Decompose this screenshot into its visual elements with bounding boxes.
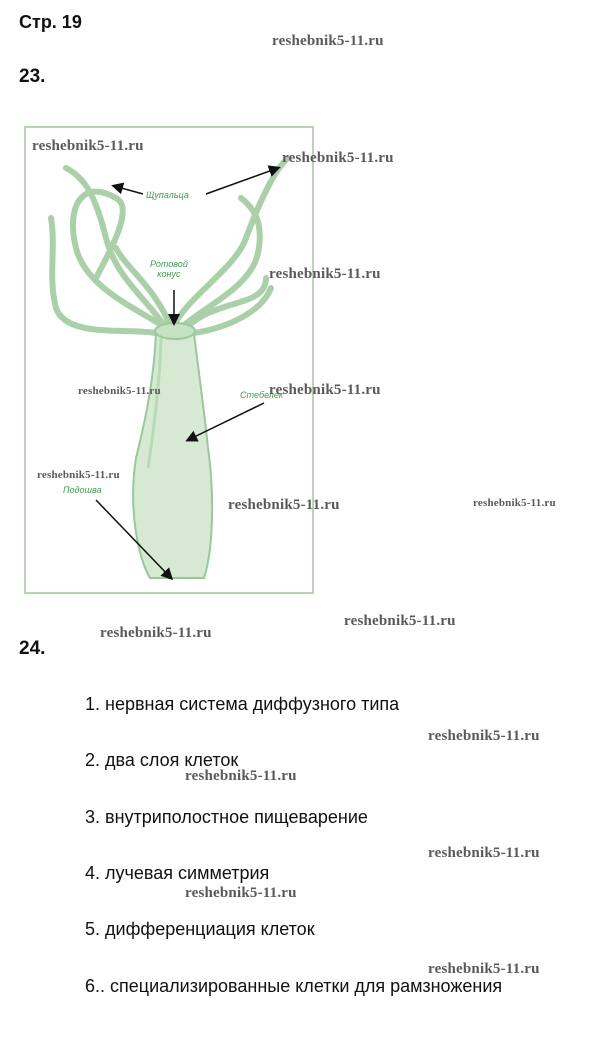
hydra-figure xyxy=(24,126,394,594)
list-item: 6.. специализированные клетки для рамзножения xyxy=(85,976,503,996)
watermark: reshebnik5-11.ru xyxy=(185,885,297,901)
watermark: reshebnik5-11.ru xyxy=(32,138,144,154)
label-mouth-cone-line2: конус xyxy=(157,269,181,279)
watermark: reshebnik5-11.ru xyxy=(272,33,384,49)
watermark: reshebnik5-11.ru xyxy=(473,497,556,509)
watermark: reshebnik5-11.ru xyxy=(78,385,161,397)
list-item: 1. нервная система диффузного типа xyxy=(85,694,400,714)
list-item: 3. внутриполостное пищеварение xyxy=(85,807,368,827)
label-stalk: Стебелек xyxy=(240,390,284,400)
label-mouth-cone xyxy=(150,259,188,279)
watermark: reshebnik5-11.ru xyxy=(269,382,381,398)
label-tentacles: Щупальца xyxy=(146,190,189,200)
list-item: 4. лучевая симметрия xyxy=(85,863,270,883)
watermark: reshebnik5-11.ru xyxy=(269,266,381,282)
label-sole: Подошва xyxy=(63,485,102,495)
watermark: reshebnik5-11.ru xyxy=(100,625,212,641)
watermark: reshebnik5-11.ru xyxy=(282,150,394,166)
watermark: reshebnik5-11.ru xyxy=(428,728,540,744)
page-title: Стр. 19 xyxy=(19,12,82,32)
list-item: 2. два слоя клеток xyxy=(85,750,239,770)
list-item: 5. дифференциация клеток xyxy=(85,919,315,939)
label-mouth-cone-line1: Ротовой xyxy=(150,259,188,269)
task-23-number: 23. xyxy=(19,66,46,87)
watermark: reshebnik5-11.ru xyxy=(428,961,540,977)
watermark: reshebnik5-11.ru xyxy=(185,768,297,784)
watermark: reshebnik5-11.ru xyxy=(344,613,456,629)
watermark: reshebnik5-11.ru xyxy=(428,845,540,861)
watermark: reshebnik5-11.ru xyxy=(228,497,340,513)
task-24-number: 24. xyxy=(19,638,46,659)
watermark: reshebnik5-11.ru xyxy=(37,469,120,481)
